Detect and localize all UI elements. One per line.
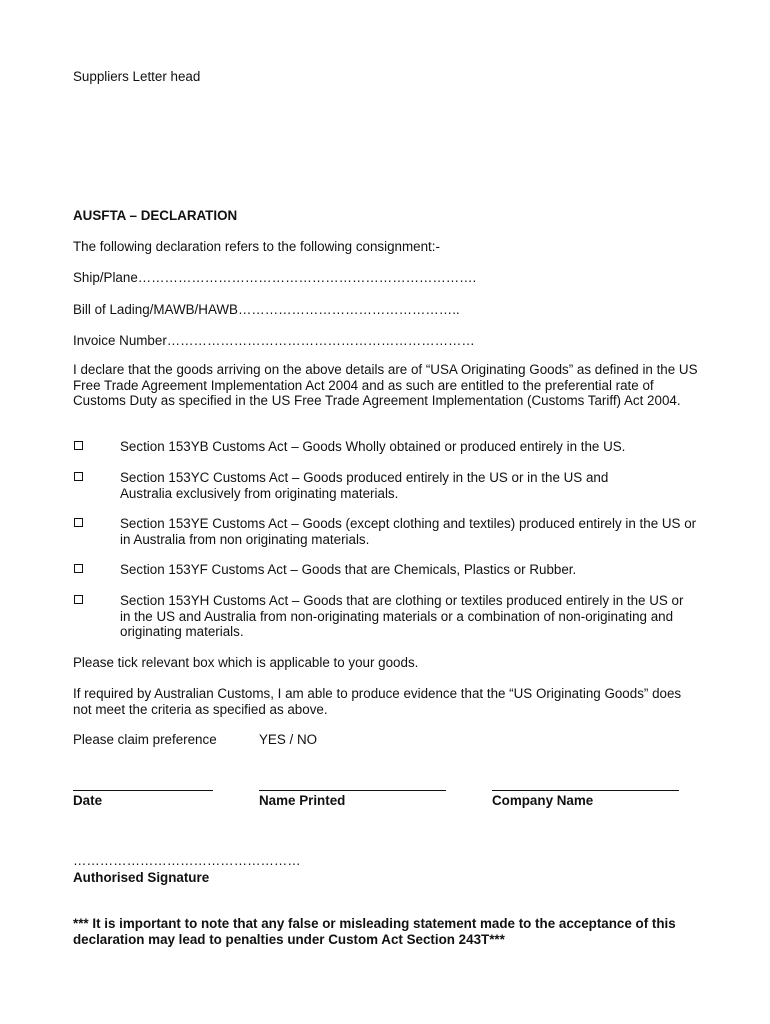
ship-plane-field[interactable]: Ship/Plane…………………………………………………………………. (73, 270, 477, 285)
authorised-signature-line[interactable]: …………………………………………… (73, 853, 301, 868)
declaration-paragraph: I declare that the goods arriving on the above details are of “USA Originating Goods” as defined in the US Free Trade Agreement Implementation Act 2004 and as such are entitled to the preferential rate of Customs Duty as specified in the US Free Trade Agreement Implementation (Customs Tariff) Act 2004. (73, 362, 698, 408)
section-153ye-text: Section 153YE Customs Act – Goods (except clothing and textiles) produced entirely in the US or in Australia from non originating materials. (120, 516, 697, 547)
document-title: AUSFTA – DECLARATION (73, 208, 238, 223)
claim-preference-label: Please claim preference (73, 732, 217, 747)
name-printed-label: Name Printed (259, 793, 346, 808)
section-153yf-text: Section 153YF Customs Act – Goods that are Chemicals, Plastics or Rubber. (120, 562, 577, 577)
evidence-paragraph: If required by Australian Customs, I am able to produce evidence that the “US Originating Goods” does not meet the criteria as specified as above. (73, 686, 682, 717)
letterhead-placeholder: Suppliers Letter head (73, 69, 201, 84)
authorised-signature-label: Authorised Signature (73, 870, 210, 885)
section-153yc-text: Section 153YC Customs Act – Goods produced entirely in the US or in the US and Australia exclusively from originating materials. (120, 470, 609, 501)
checkbox-153yc[interactable] (74, 472, 83, 481)
company-name-label: Company Name (492, 793, 594, 808)
section-153yb-text: Section 153YB Customs Act – Goods Wholly obtained or produced entirely in the US. (120, 439, 626, 454)
date-signature-line[interactable] (73, 790, 213, 791)
name-printed-signature-line[interactable] (259, 790, 446, 791)
section-153yh-text: Section 153YH Customs Act – Goods that are clothing or textiles produced entirely in the US or in the US and Australia from non-originating materials or a combination of non-originating and originating materials. (120, 593, 684, 639)
checkbox-153yh[interactable] (74, 595, 83, 604)
checkbox-153yf[interactable] (74, 564, 83, 573)
checkbox-153yb[interactable] (74, 441, 83, 450)
penalty-warning: *** It is important to note that any false or misleading statement made to the acceptance of this declaration may lead to penalties under Custom Act Section 243T*** (73, 916, 676, 947)
date-label: Date (73, 793, 103, 808)
checkbox-153ye[interactable] (74, 518, 83, 527)
bill-of-lading-field[interactable]: Bill of Lading/MAWB/HAWB………………………………………….. (73, 302, 460, 317)
invoice-number-field[interactable]: Invoice Number…………………………………………………………… (73, 333, 475, 348)
tick-instruction: Please tick relevant box which is applicable to your goods. (73, 655, 419, 670)
company-name-signature-line[interactable] (492, 790, 679, 791)
consignment-intro: The following declaration refers to the following consignment:- (73, 239, 440, 254)
claim-preference-options[interactable]: YES / NO (259, 732, 318, 747)
